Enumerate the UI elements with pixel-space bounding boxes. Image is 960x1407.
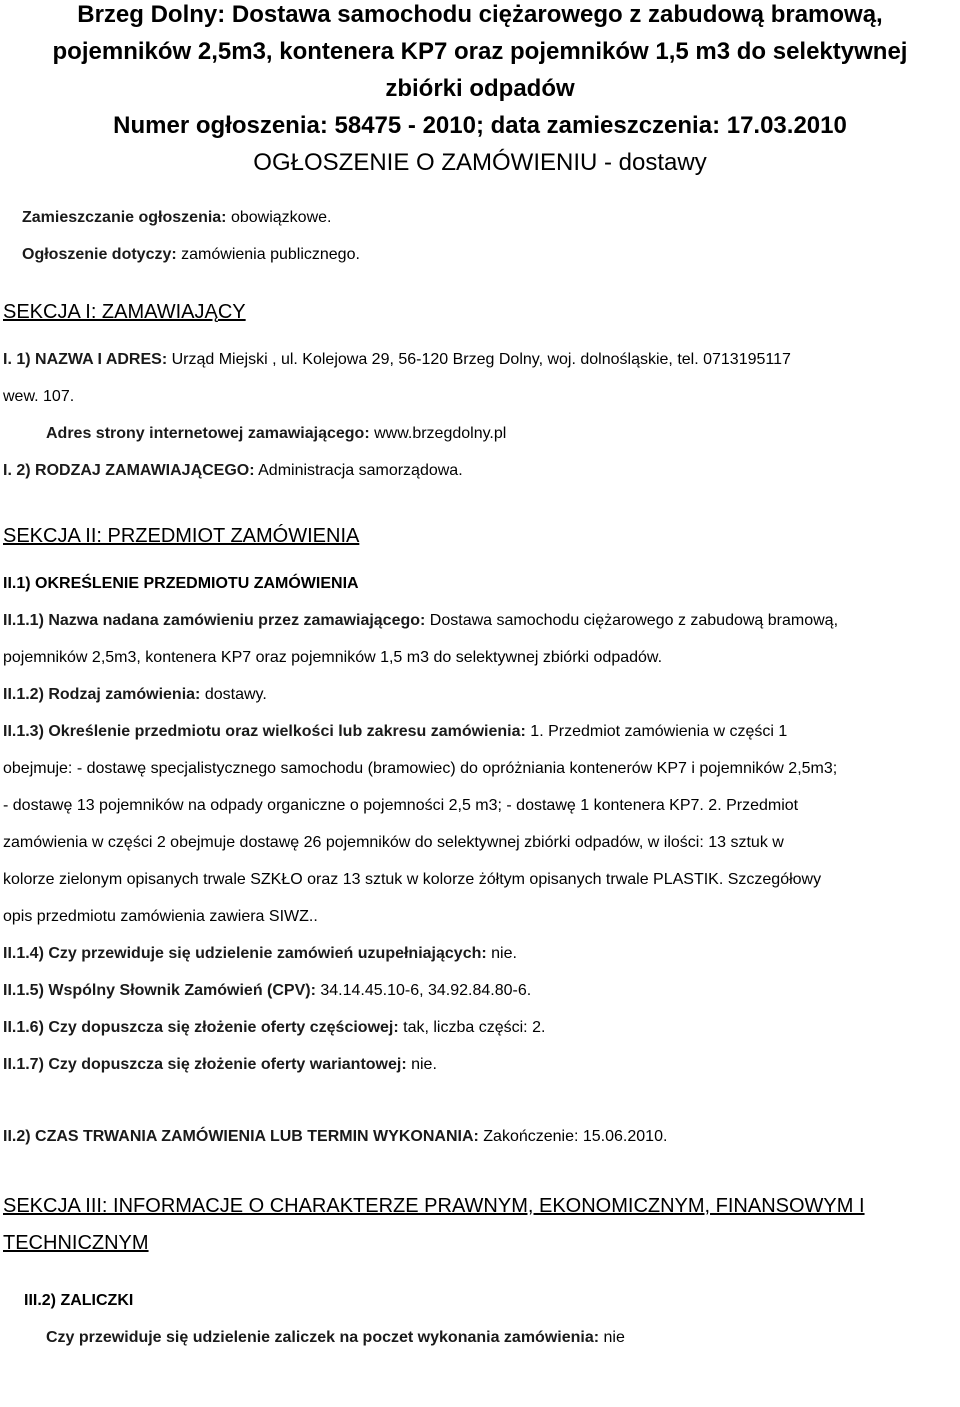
name-address-label: I. 1) NAZWA I ADRES: (3, 351, 168, 368)
title-line-3: zbiórki odpadów (385, 75, 575, 102)
concerns-row (3, 236, 956, 273)
scope-line-4: zamówienia w części 2 obejmuje dostawę 26 pojemników do selektywnej zbiórki odpadów, w ilości: 13 sztuk w (3, 834, 784, 851)
title-line-1: Brzeg Dolny: Dostawa samochodu ciężarowego z zabudową bramową, (77, 1, 883, 28)
partial-offer-label: II.1.6) Czy dopuszcza się złożenie oferty częściowej: (3, 1019, 399, 1036)
concerns-value: zamówienia publicznego. (176, 246, 360, 263)
name-address-row (3, 341, 956, 378)
duration-label: II.2) CZAS TRWANIA ZAMÓWIENIA LUB TERMIN WYKONANIA: (3, 1128, 479, 1145)
order-name-label: II.1.1) Nazwa nadana zamówieniu przez zamawiającego: (3, 612, 426, 629)
order-name-value: Dostawa samochodu ciężarowego z zabudową bramową, (425, 612, 839, 629)
order-name-row (3, 602, 956, 639)
document-header (0, 0, 960, 181)
duration-value: Zakończenie: 15.06.2010. (478, 1128, 668, 1145)
buyer-type-row (3, 452, 956, 489)
placement-value: obowiązkowe. (226, 209, 332, 226)
section-3-heading-line-1: SEKCJA III: INFORMACJE O CHARAKTERZE PRAWNYM, EKONOMICZNYM, FINANSOWYM I (3, 1195, 865, 1217)
notice-number: Numer ogłoszenia: 58475 - 2010; data zamieszczenia: 17.03.2010 (113, 112, 847, 139)
scope-line-5: kolorze zielonym opisanych trwale SZKŁO oraz 13 sztuk w kolorze żółtym opisanych trwale PLASTIK. Szczegółowy (3, 871, 822, 888)
cpv-row (3, 972, 956, 1009)
concerns-label: Ogłoszenie dotyczy: (22, 246, 177, 263)
variant-offer-row (3, 1046, 956, 1083)
order-kind-row (3, 676, 956, 713)
name-address-cont: wew. 107. (3, 388, 75, 405)
name-address-value: Urząd Miejski , ul. Kolejowa 29, 56-120 Brzeg Dolny, woj. dolnośląskie, tel. 0713195117 (167, 351, 791, 368)
advance-row (3, 1319, 956, 1356)
advance-label: Czy przewiduje się udzielenie zaliczek na poczet wykonania zamówienia: (46, 1329, 600, 1346)
website-row (3, 415, 956, 452)
buyer-type-label: I. 2) RODZAJ ZAMAWIAJĄCEGO: (3, 462, 255, 479)
scope-line-2: obejmuje: - dostawę specjalistycznego samochodu (bramowiec) do opróżniania kontenerów KP7 i pojemników 2,5m3; (3, 760, 838, 777)
order-kind-value: dostawy. (200, 686, 267, 703)
scope-value: 1. Przedmiot zamówienia w części 1 (525, 723, 788, 740)
section-2-sub-1: II.1) OKREŚLENIE PRZEDMIOTU ZAMÓWIENIA (3, 575, 359, 592)
section-3-sub: III.2) ZALICZKI (24, 1292, 134, 1309)
section-3 (0, 1188, 960, 1356)
placement-row (3, 199, 956, 236)
scope-line-3: - dostawę 13 pojemników na odpady organiczne o pojemności 2,5 m3; - dostawę 1 kontenera KP7. 2. Przedmiot (3, 797, 799, 814)
cpv-label: II.1.5) Wspólny Słownik Zamówień (CPV): (3, 982, 316, 999)
variant-offer-label: II.1.7) Czy dopuszcza się złożenie oferty wariantowej: (3, 1056, 407, 1073)
cpv-value: 34.14.45.10-6, 34.92.84.80-6. (315, 982, 532, 999)
scope-label: II.1.3) Określenie przedmiotu oraz wielkości lub zakresu zamówienia: (3, 723, 526, 740)
title-line-2: pojemników 2,5m3, kontenera KP7 oraz pojemników 1,5 m3 do selektywnej (52, 38, 908, 65)
advance-value: nie (599, 1329, 625, 1346)
supplementary-value: nie. (486, 945, 517, 962)
order-kind-label: II.1.2) Rodzaj zamówienia: (3, 686, 201, 703)
variant-offer-value: nie. (406, 1056, 437, 1073)
placement-label: Zamieszczanie ogłoszenia: (22, 209, 227, 226)
section-1 (0, 294, 960, 489)
order-name-cont: pojemników 2,5m3, kontenera KP7 oraz pojemników 1,5 m3 do selektywnej zbiórki odpadów. (3, 649, 663, 666)
section-2 (0, 518, 960, 1155)
partial-offer-row (3, 1009, 956, 1046)
website-value: www.brzegdolny.pl (369, 425, 507, 442)
meta-block (0, 199, 960, 273)
section-2-heading: SEKCJA II: PRZEDMIOT ZAMÓWIENIA (3, 525, 360, 547)
duration-row (3, 1118, 956, 1155)
section-1-heading: SEKCJA I: ZAMAWIAJĄCY (3, 301, 246, 323)
supplementary-label: II.1.4) Czy przewiduje się udzielenie zamówień uzupełniających: (3, 945, 487, 962)
buyer-type-value: Administracja samorządowa. (254, 462, 463, 479)
website-label: Adres strony internetowej zamawiającego: (46, 425, 370, 442)
supplementary-row (3, 935, 956, 972)
scope-line-6: opis przedmiotu zamówienia zawiera SIWZ.. (3, 908, 318, 925)
partial-offer-value: tak, liczba części: 2. (398, 1019, 546, 1036)
notice-subtitle: OGŁOSZENIE O ZAMÓWIENIU - dostawy (253, 149, 707, 176)
section-3-heading-line-2: TECHNICZNYM (3, 1232, 149, 1254)
scope-row (3, 713, 956, 750)
